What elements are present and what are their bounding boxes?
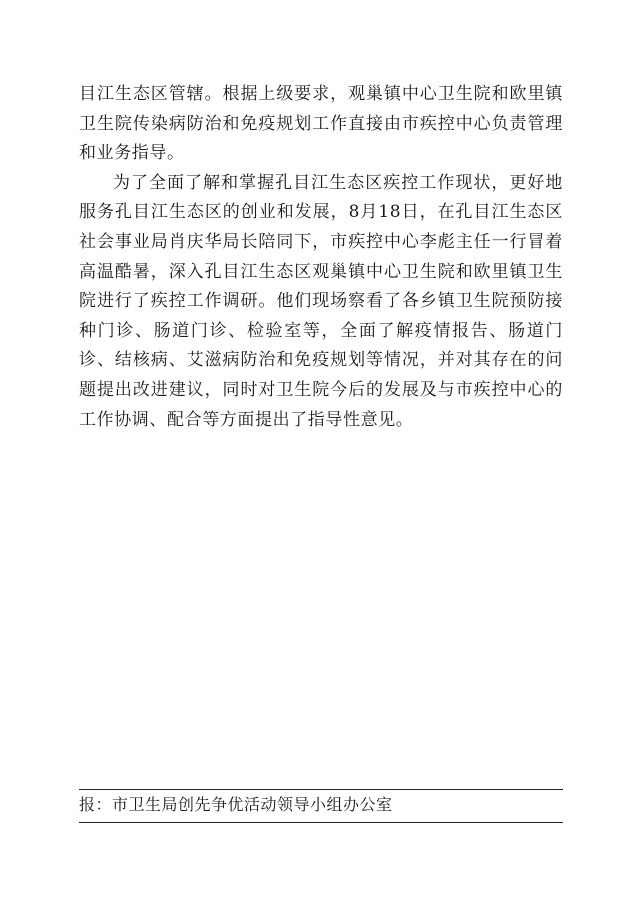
paragraph-continuation: 目江生态区管辖。根据上级要求，观巢镇中心卫生院和欧里镇卫生院传染病防治和免疫规划工作直接由市疾控中心负责管理和业务指导。 bbox=[79, 84, 563, 164]
document-body bbox=[79, 80, 563, 435]
paragraph-survey: 为了全面了解和掌握孔目江生态区疾控工作现状，更好地服务孔目江生态区的创业和发展，8月18日，在孔目江生态区社会事业局肖庆华局长陪同下，市疾控中心李彪主任一行冒着高温酷暑，深入孔目江生态区观巢镇中心卫生院和欧里镇卫生院进行了疾控工作调研。他们现场察看了各乡镇卫生院预防接种门诊、肠道门诊、检验室等，全面了解疫情报告、肠道门诊、结核病、艾滋病防治和免疫规划等情况，并对其存在的问题提出改进建议，同时对卫生院今后的发展及与市疾控中心的工作协调、配合等方面提出了指导性意见。 bbox=[79, 172, 563, 430]
report-to-line: 报：市卫生局创先争优活动领导小组办公室 bbox=[79, 795, 393, 814]
distribution-footer bbox=[79, 789, 563, 823]
